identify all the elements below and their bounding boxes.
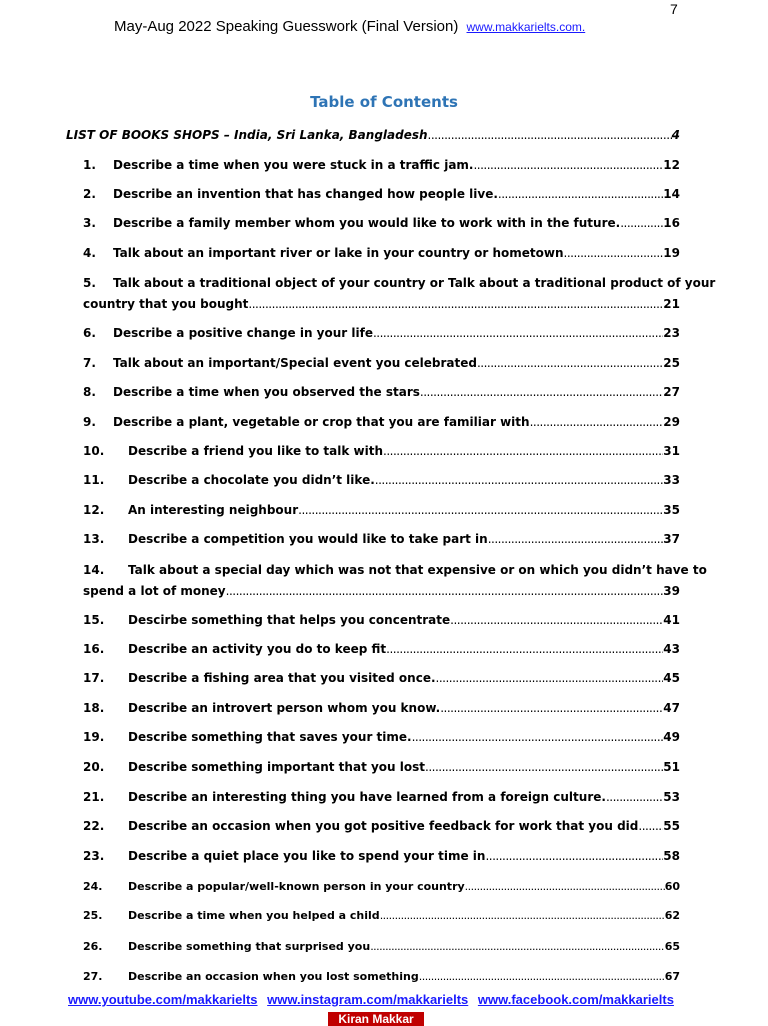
leader-dots <box>420 382 663 403</box>
toc-entry-text: Describe an occasion when you got positive feedback for work that you did <box>128 819 639 833</box>
facebook-link[interactable]: www.facebook.com/makkarielts <box>477 992 674 1007</box>
toc-entry-continuation[interactable] <box>83 294 680 315</box>
toc-entry-page: 60 <box>664 880 680 893</box>
toc-entry-text: Describe a positive change in your life <box>113 326 373 340</box>
toc-entry[interactable] <box>83 213 680 234</box>
toc-entry[interactable] <box>83 757 680 778</box>
leader-dots <box>530 412 664 433</box>
toc-entry[interactable] <box>83 500 680 521</box>
toc-entry-page: 53 <box>663 790 680 804</box>
toc-entry[interactable] <box>83 441 680 462</box>
leader-dots <box>375 470 664 491</box>
leader-dots <box>386 639 663 660</box>
toc-entry-page: 45 <box>663 671 680 685</box>
toc-entry-page: 41 <box>663 613 680 627</box>
toc-entry-text: Describe a competition you would like to take part in <box>128 532 488 546</box>
leader-dots <box>412 727 664 748</box>
toc-entry[interactable] <box>83 382 680 403</box>
leader-dots <box>373 323 663 344</box>
footer-links <box>68 992 708 1007</box>
toc-entry-page: 65 <box>664 940 680 953</box>
toc-entry-page: 4 <box>671 128 680 142</box>
leader-dots <box>473 155 663 176</box>
leader-dots <box>436 668 664 689</box>
leader-dots <box>465 876 665 897</box>
toc-entry[interactable] <box>83 184 680 205</box>
toc-entry[interactable] <box>83 668 680 689</box>
toc-entry[interactable] <box>83 470 680 491</box>
header-title: May-Aug 2022 Speaking Guesswork (Final Version) <box>114 18 459 35</box>
leader-dots <box>248 294 663 315</box>
toc-entry-text: LIST OF BOOKS SHOPS – India, Sri Lanka, Bangladesh <box>66 128 428 142</box>
toc-entry-number: 3. <box>83 216 96 230</box>
toc-entry[interactable] <box>83 323 680 344</box>
toc-entry[interactable] <box>83 727 680 748</box>
toc-entry[interactable] <box>83 529 680 550</box>
toc-entry-number: 19. <box>83 730 105 744</box>
toc-entry-page: 25 <box>663 356 680 370</box>
toc-entry[interactable] <box>83 816 680 837</box>
toc-entry-text: Talk about an important river or lake in your country or hometown <box>113 246 564 260</box>
author-badge: Kiran Makkar <box>328 1012 424 1026</box>
toc-entry-page: 49 <box>663 730 680 744</box>
page-number: 7 <box>670 1 678 17</box>
toc-entry[interactable] <box>83 876 680 897</box>
toc-entry-number: 6. <box>83 326 96 340</box>
toc-entry-page: 12 <box>663 158 680 172</box>
page-header <box>114 18 585 35</box>
toc-entry-page: 35 <box>663 503 680 517</box>
toc-entry-text: An interesting neighbour <box>128 503 299 517</box>
toc-entry-page: 27 <box>663 385 680 399</box>
toc-entry[interactable] <box>83 610 680 631</box>
leader-dots <box>606 787 663 808</box>
leader-dots <box>485 846 663 867</box>
toc-entry-page: 37 <box>663 532 680 546</box>
toc-entry-number: 10. <box>83 444 105 458</box>
toc-entry-number: 13. <box>83 532 105 546</box>
toc-entry[interactable] <box>83 787 680 808</box>
leader-dots <box>419 966 665 987</box>
toc-entry[interactable] <box>83 155 680 176</box>
toc-entry[interactable] <box>83 639 680 660</box>
toc-entry-text: Descirbe something that helps you concentrate <box>128 613 451 627</box>
toc-entry[interactable] <box>83 273 716 294</box>
toc-entry-page: 14 <box>663 187 680 201</box>
toc-entry-number: 24. <box>83 880 103 893</box>
toc-entry-text: Describe a time when you observed the stars <box>113 385 420 399</box>
toc-entry[interactable] <box>83 698 680 719</box>
leader-dots <box>380 905 665 926</box>
toc-entry-text: Describe a time when you were stuck in a traffic jam. <box>113 158 474 172</box>
leader-dots <box>226 581 664 602</box>
leader-dots <box>428 125 672 146</box>
toc-entry-text: Describe an activity you do to keep fit <box>128 642 387 656</box>
toc-entry-number: 9. <box>83 415 96 429</box>
leader-dots <box>425 757 663 778</box>
toc-entry-page: 23 <box>663 326 680 340</box>
toc-entry-number: 17. <box>83 671 105 685</box>
toc-entry-text-continued: spend a lot of money <box>83 584 226 598</box>
leader-dots <box>564 243 664 264</box>
leader-dots <box>498 184 663 205</box>
toc-entry-text-continued: country that you bought <box>83 297 249 311</box>
toc-entry-number: 1. <box>83 158 96 172</box>
toc-entry[interactable] <box>83 353 680 374</box>
toc-entry-page: 16 <box>663 216 680 230</box>
leader-dots <box>488 529 664 550</box>
instagram-link[interactable]: www.instagram.com/makkarielts <box>267 992 469 1007</box>
toc-entry-text: Describe something important that you lost <box>128 760 425 774</box>
toc-entry-text: Describe a time when you helped a child <box>128 909 380 922</box>
leader-dots <box>450 610 663 631</box>
toc-entry-number: 11. <box>83 473 105 487</box>
toc-entry-number: 27. <box>83 970 103 983</box>
toc-entry-number: 5. <box>83 276 96 290</box>
toc-entry-number: 20. <box>83 760 105 774</box>
toc-entry[interactable] <box>83 966 680 987</box>
toc-entry-page: 39 <box>663 584 680 598</box>
toc-entry-text: Describe an invention that has changed how people live. <box>113 187 498 201</box>
leader-dots <box>477 353 663 374</box>
toc-entry-page: 47 <box>663 701 680 715</box>
toc-entry-page: 19 <box>663 246 680 260</box>
toc-entry-text: Describe something that surprised you <box>128 940 371 953</box>
toc-title: Table of Contents <box>310 93 458 111</box>
youtube-link[interactable]: www.youtube.com/makkarielts <box>68 992 258 1007</box>
toc-entry-page: 58 <box>663 849 680 863</box>
toc-entry-number: 16. <box>83 642 105 656</box>
toc-entry-page: 31 <box>663 444 680 458</box>
toc-entry-number: 2. <box>83 187 96 201</box>
toc-entry-text: Describe a popular/well-known person in your country <box>128 880 465 893</box>
toc-entry-number: 8. <box>83 385 96 399</box>
toc-entry-page: 33 <box>663 473 680 487</box>
toc-entry-page: 67 <box>664 970 680 983</box>
header-website-link[interactable]: www.makkarielts.com. <box>466 20 586 34</box>
toc-entry-text: Describe a family member whom you would like to work with in the future. <box>113 216 621 230</box>
toc-entry-number: 21. <box>83 790 105 804</box>
toc-entry-text: Describe a fishing area that you visited once. <box>128 671 436 685</box>
toc-entry-number: 15. <box>83 613 105 627</box>
leader-dots <box>620 213 663 234</box>
toc-entry-number: 23. <box>83 849 105 863</box>
toc-entry-text: Talk about a special day which was not that expensive or on which you didn’t have to <box>128 563 707 577</box>
leader-dots <box>298 500 663 521</box>
toc-entry-page: 51 <box>663 760 680 774</box>
toc-entry-text: Describe something that saves your time. <box>128 730 412 744</box>
toc-entry[interactable] <box>83 560 707 581</box>
toc-entry-text: Describe a quiet place you like to spend your time in <box>128 849 486 863</box>
toc-entry-text: Talk about a traditional object of your country or Talk about a traditional product of your <box>113 276 716 290</box>
toc-entry-number: 7. <box>83 356 96 370</box>
toc-entry-number: 18. <box>83 701 105 715</box>
toc-entry-number: 12. <box>83 503 105 517</box>
toc-entry-text: Describe an introvert person whom you know. <box>128 701 441 715</box>
toc-entry-books-shops[interactable] <box>66 125 680 146</box>
toc-entry-number: 25. <box>83 909 103 922</box>
toc-entry-text: Talk about an important/Special event you celebrated <box>113 356 477 370</box>
toc-entry[interactable] <box>83 936 680 957</box>
toc-entry-text: Describe a friend you like to talk with <box>128 444 383 458</box>
toc-entry-text: Describe an interesting thing you have learned from a foreign culture. <box>128 790 606 804</box>
toc-entry-text: Describe a plant, vegetable or crop that you are familiar with <box>113 415 530 429</box>
toc-entry-number: 4. <box>83 246 96 260</box>
toc-entry[interactable] <box>83 243 680 264</box>
toc-entry-continuation[interactable] <box>83 581 680 602</box>
leader-dots <box>370 936 665 957</box>
toc-entry-page: 29 <box>663 415 680 429</box>
toc-entry-number: 22. <box>83 819 105 833</box>
leader-dots <box>383 441 663 462</box>
toc-entry-page: 62 <box>664 909 680 922</box>
leader-dots <box>638 816 663 837</box>
toc-entry[interactable] <box>83 905 680 926</box>
toc-entry-number: 14. <box>83 563 105 577</box>
toc-entry-page: 55 <box>663 819 680 833</box>
toc-entry-text: Describe a chocolate you didn’t like. <box>128 473 375 487</box>
leader-dots <box>440 698 663 719</box>
toc-entry[interactable] <box>83 846 680 867</box>
toc-entry[interactable] <box>83 412 680 433</box>
toc-entry-text: Describe an occasion when you lost something <box>128 970 419 983</box>
toc-entry-page: 43 <box>663 642 680 656</box>
toc-entry-page: 21 <box>663 297 680 311</box>
toc-entry-number: 26. <box>83 940 103 953</box>
